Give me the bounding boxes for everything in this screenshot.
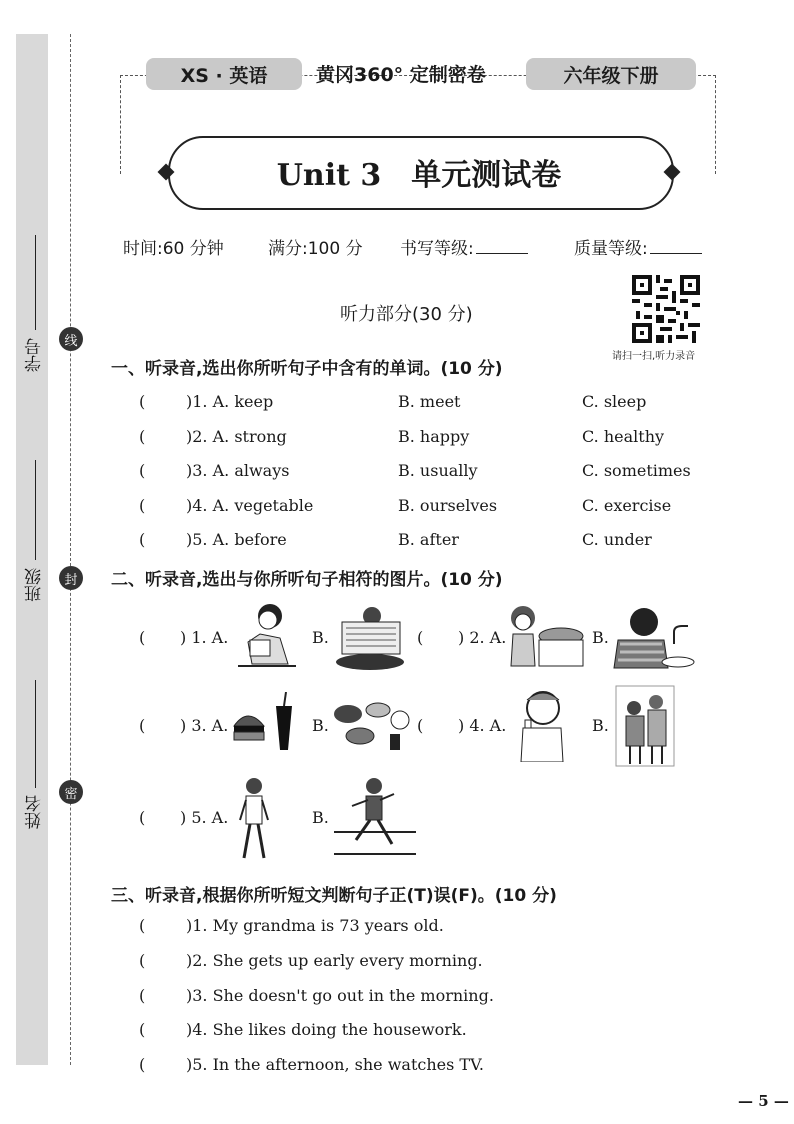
page-number: — 5 — — [738, 1092, 789, 1110]
question-option-b: B. after — [398, 530, 459, 549]
answer-paren[interactable]: ( — [139, 427, 146, 446]
seal-mark-seal: 封 — [59, 566, 83, 590]
family-picture[interactable] — [614, 684, 676, 768]
question-option-b: B. — [312, 716, 329, 735]
question-option-c: C. exercise — [582, 496, 672, 515]
answer-paren[interactable]: ( — [139, 808, 146, 827]
subject-pill: XS · 英语 — [146, 58, 302, 90]
question-option-a: ) 1. A. — [180, 628, 229, 647]
qr-code-icon[interactable] — [632, 275, 700, 343]
answer-paren[interactable]: ( — [139, 716, 146, 735]
answer-paren[interactable]: ( — [417, 716, 424, 735]
quality-grade-label: 质量等级: — [574, 239, 648, 259]
answer-paren[interactable]: ( — [139, 530, 146, 549]
binding-strip — [16, 34, 48, 1065]
quality-grade-blank[interactable] — [650, 239, 702, 254]
question-option-b: B. meet — [398, 392, 461, 411]
part1-title: 一、听录音,选出你所听句子中含有的单词。(10 分) — [111, 359, 503, 379]
question-option-b: B. happy — [398, 427, 470, 446]
time-info: 时间:60 分钟 — [123, 239, 224, 259]
answer-paren[interactable]: ( — [139, 392, 146, 411]
statement-text: )1. My grandma is 73 years old. — [186, 916, 444, 935]
student-id-line — [35, 235, 36, 330]
seal-mark-secret: 密 — [59, 780, 83, 804]
series-title: 黄冈360° 定制密卷 — [316, 64, 486, 86]
boy-brushing-teeth-picture[interactable] — [519, 686, 565, 762]
qr-caption: 请扫一扫,听力录音 — [612, 351, 696, 362]
seal-mark-line: 线 — [59, 327, 83, 351]
girl-reading-picture[interactable] — [234, 598, 300, 672]
boy-running-picture[interactable] — [332, 776, 418, 858]
quality-grade-info — [574, 234, 702, 259]
class-label: 班级 — [25, 568, 45, 602]
statement-text: )2. She gets up early every morning. — [186, 951, 483, 970]
writing-grade-label: 书写等级: — [400, 239, 474, 259]
statement-text: )5. In the afternoon, she watches TV. — [186, 1055, 484, 1074]
part2-title: 二、听录音,选出与你所听句子相符的图片。(10 分) — [111, 570, 503, 590]
name-label: 姓名 — [25, 795, 45, 829]
question-option-b: B. ourselves — [398, 496, 498, 515]
question-option-a: )1. A. keep — [186, 392, 274, 411]
question-option-b: B. — [592, 628, 609, 647]
question-option-b: B. — [312, 628, 329, 647]
part3-title: 三、听录音,根据你所听短文判断句子正(T)误(F)。(10 分) — [111, 886, 557, 906]
question-option-c: C. sleep — [582, 392, 647, 411]
page-title: Unit 3 单元测试卷 — [276, 158, 562, 193]
answer-paren[interactable]: ( — [139, 951, 146, 970]
listening-heading: 听力部分(30 分) — [340, 304, 473, 325]
statement-text: )3. She doesn't go out in the morning. — [186, 986, 494, 1005]
answer-paren[interactable]: ( — [139, 986, 146, 1005]
man-reading-newspaper-picture[interactable] — [332, 602, 408, 672]
question-option-c: C. under — [582, 530, 652, 549]
class-line — [35, 460, 36, 560]
boy-walking-picture[interactable] — [236, 776, 272, 862]
grade-pill: 六年级下册 — [526, 58, 696, 90]
question-option-b: B. — [592, 716, 609, 735]
name-line — [35, 680, 36, 788]
answer-paren[interactable]: ( — [139, 628, 146, 647]
answer-paren[interactable]: ( — [417, 628, 424, 647]
writing-grade-blank[interactable] — [476, 239, 528, 254]
writing-grade-info — [400, 234, 528, 259]
statement-text: )4. She likes doing the housework. — [186, 1020, 467, 1039]
full-score-info: 满分:100 分 — [268, 239, 363, 259]
question-option-c: C. healthy — [582, 427, 665, 446]
answer-paren[interactable]: ( — [139, 916, 146, 935]
question-option-a: )4. A. vegetable — [186, 496, 314, 515]
answer-paren[interactable]: ( — [139, 496, 146, 515]
healthy-food-picture[interactable] — [330, 698, 412, 754]
answer-paren[interactable]: ( — [139, 1020, 146, 1039]
question-option-a: ) 4. A. — [458, 716, 507, 735]
question-option-c: C. sometimes — [582, 461, 691, 480]
question-option-a: ) 3. A. — [180, 716, 229, 735]
burger-and-drink-picture[interactable] — [230, 692, 298, 754]
girl-washing-dishes-picture[interactable] — [505, 600, 585, 672]
question-option-b: B. usually — [398, 461, 478, 480]
question-option-a: ) 5. A. — [180, 808, 229, 827]
question-option-a: )2. A. strong — [186, 427, 287, 446]
boy-washing-face-picture[interactable] — [612, 604, 696, 670]
answer-paren[interactable]: ( — [139, 1055, 146, 1074]
question-option-a: ) 2. A. — [458, 628, 507, 647]
binding-dashed-line — [70, 34, 71, 1065]
answer-paren[interactable]: ( — [139, 461, 146, 480]
question-option-b: B. — [312, 808, 329, 827]
student-id-label: 学号 — [25, 338, 45, 372]
question-option-a: )3. A. always — [186, 461, 290, 480]
question-option-a: )5. A. before — [186, 530, 287, 549]
